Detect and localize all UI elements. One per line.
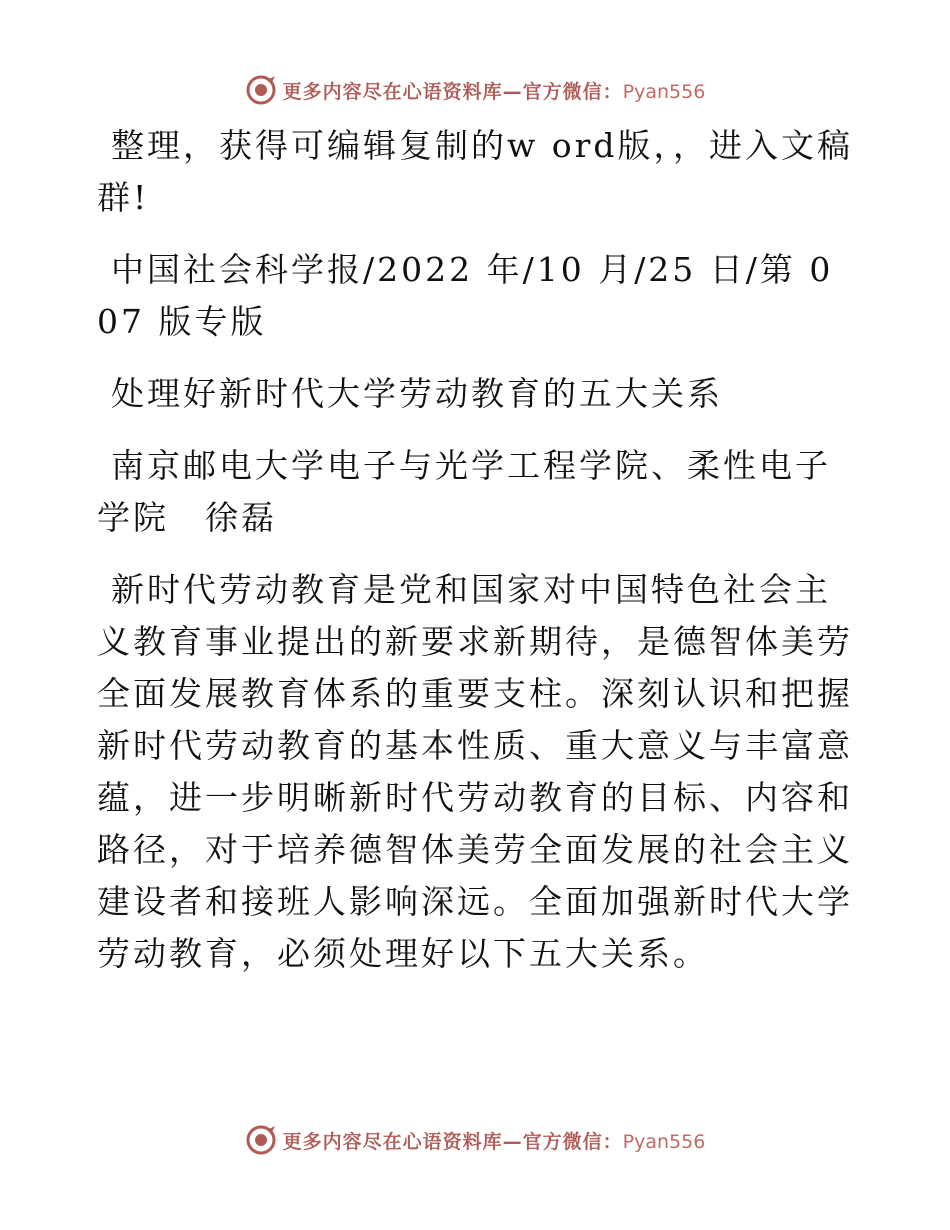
footer-wechat-id: Pyan556 <box>622 1130 706 1153</box>
header-banner <box>0 70 950 110</box>
article-title: 处理好新时代大学劳动教育的五大关系 <box>111 374 723 413</box>
brand-logo-icon <box>245 74 277 106</box>
footer-banner <box>0 1120 950 1160</box>
paragraph-body: 新时代劳动教育是党和国家对中国特色社会主义教育事业提出的新要求新期待，是德智体美劳全面发展教育体系的重要支柱。深刻认识和把握新时代劳动教育的基本性质、重大意义与丰富意蕴，进一步明晰新时代劳动教育的目标、内容和路径，对于培养德智体美劳全面发展的社会主义建设者和接班人影响深远。全面加强新时代大学劳动教育，必须处理好以下五大关系。 <box>97 570 853 973</box>
paragraph-source: 中国社会科学报/2022 年/10 月/25 日/第 007 版专版 <box>97 250 834 341</box>
article-author: 南京邮电大学电子与光学工程学院、柔性电子学院 徐磊 <box>97 446 831 537</box>
footer-brand-text: 更多内容尽在心语资料库—官方微信：Pyan556 <box>282 1130 706 1153</box>
brand-logo-icon <box>245 1124 277 1156</box>
paragraph-intro: 整理，获得可编辑复制的w ord版，，进入文稿群! <box>97 126 854 217</box>
header-wechat-id: Pyan556 <box>622 80 706 103</box>
document-body <box>97 120 857 1000</box>
header-brand-text: 更多内容尽在心语资料库—官方微信：Pyan556 <box>282 80 706 103</box>
